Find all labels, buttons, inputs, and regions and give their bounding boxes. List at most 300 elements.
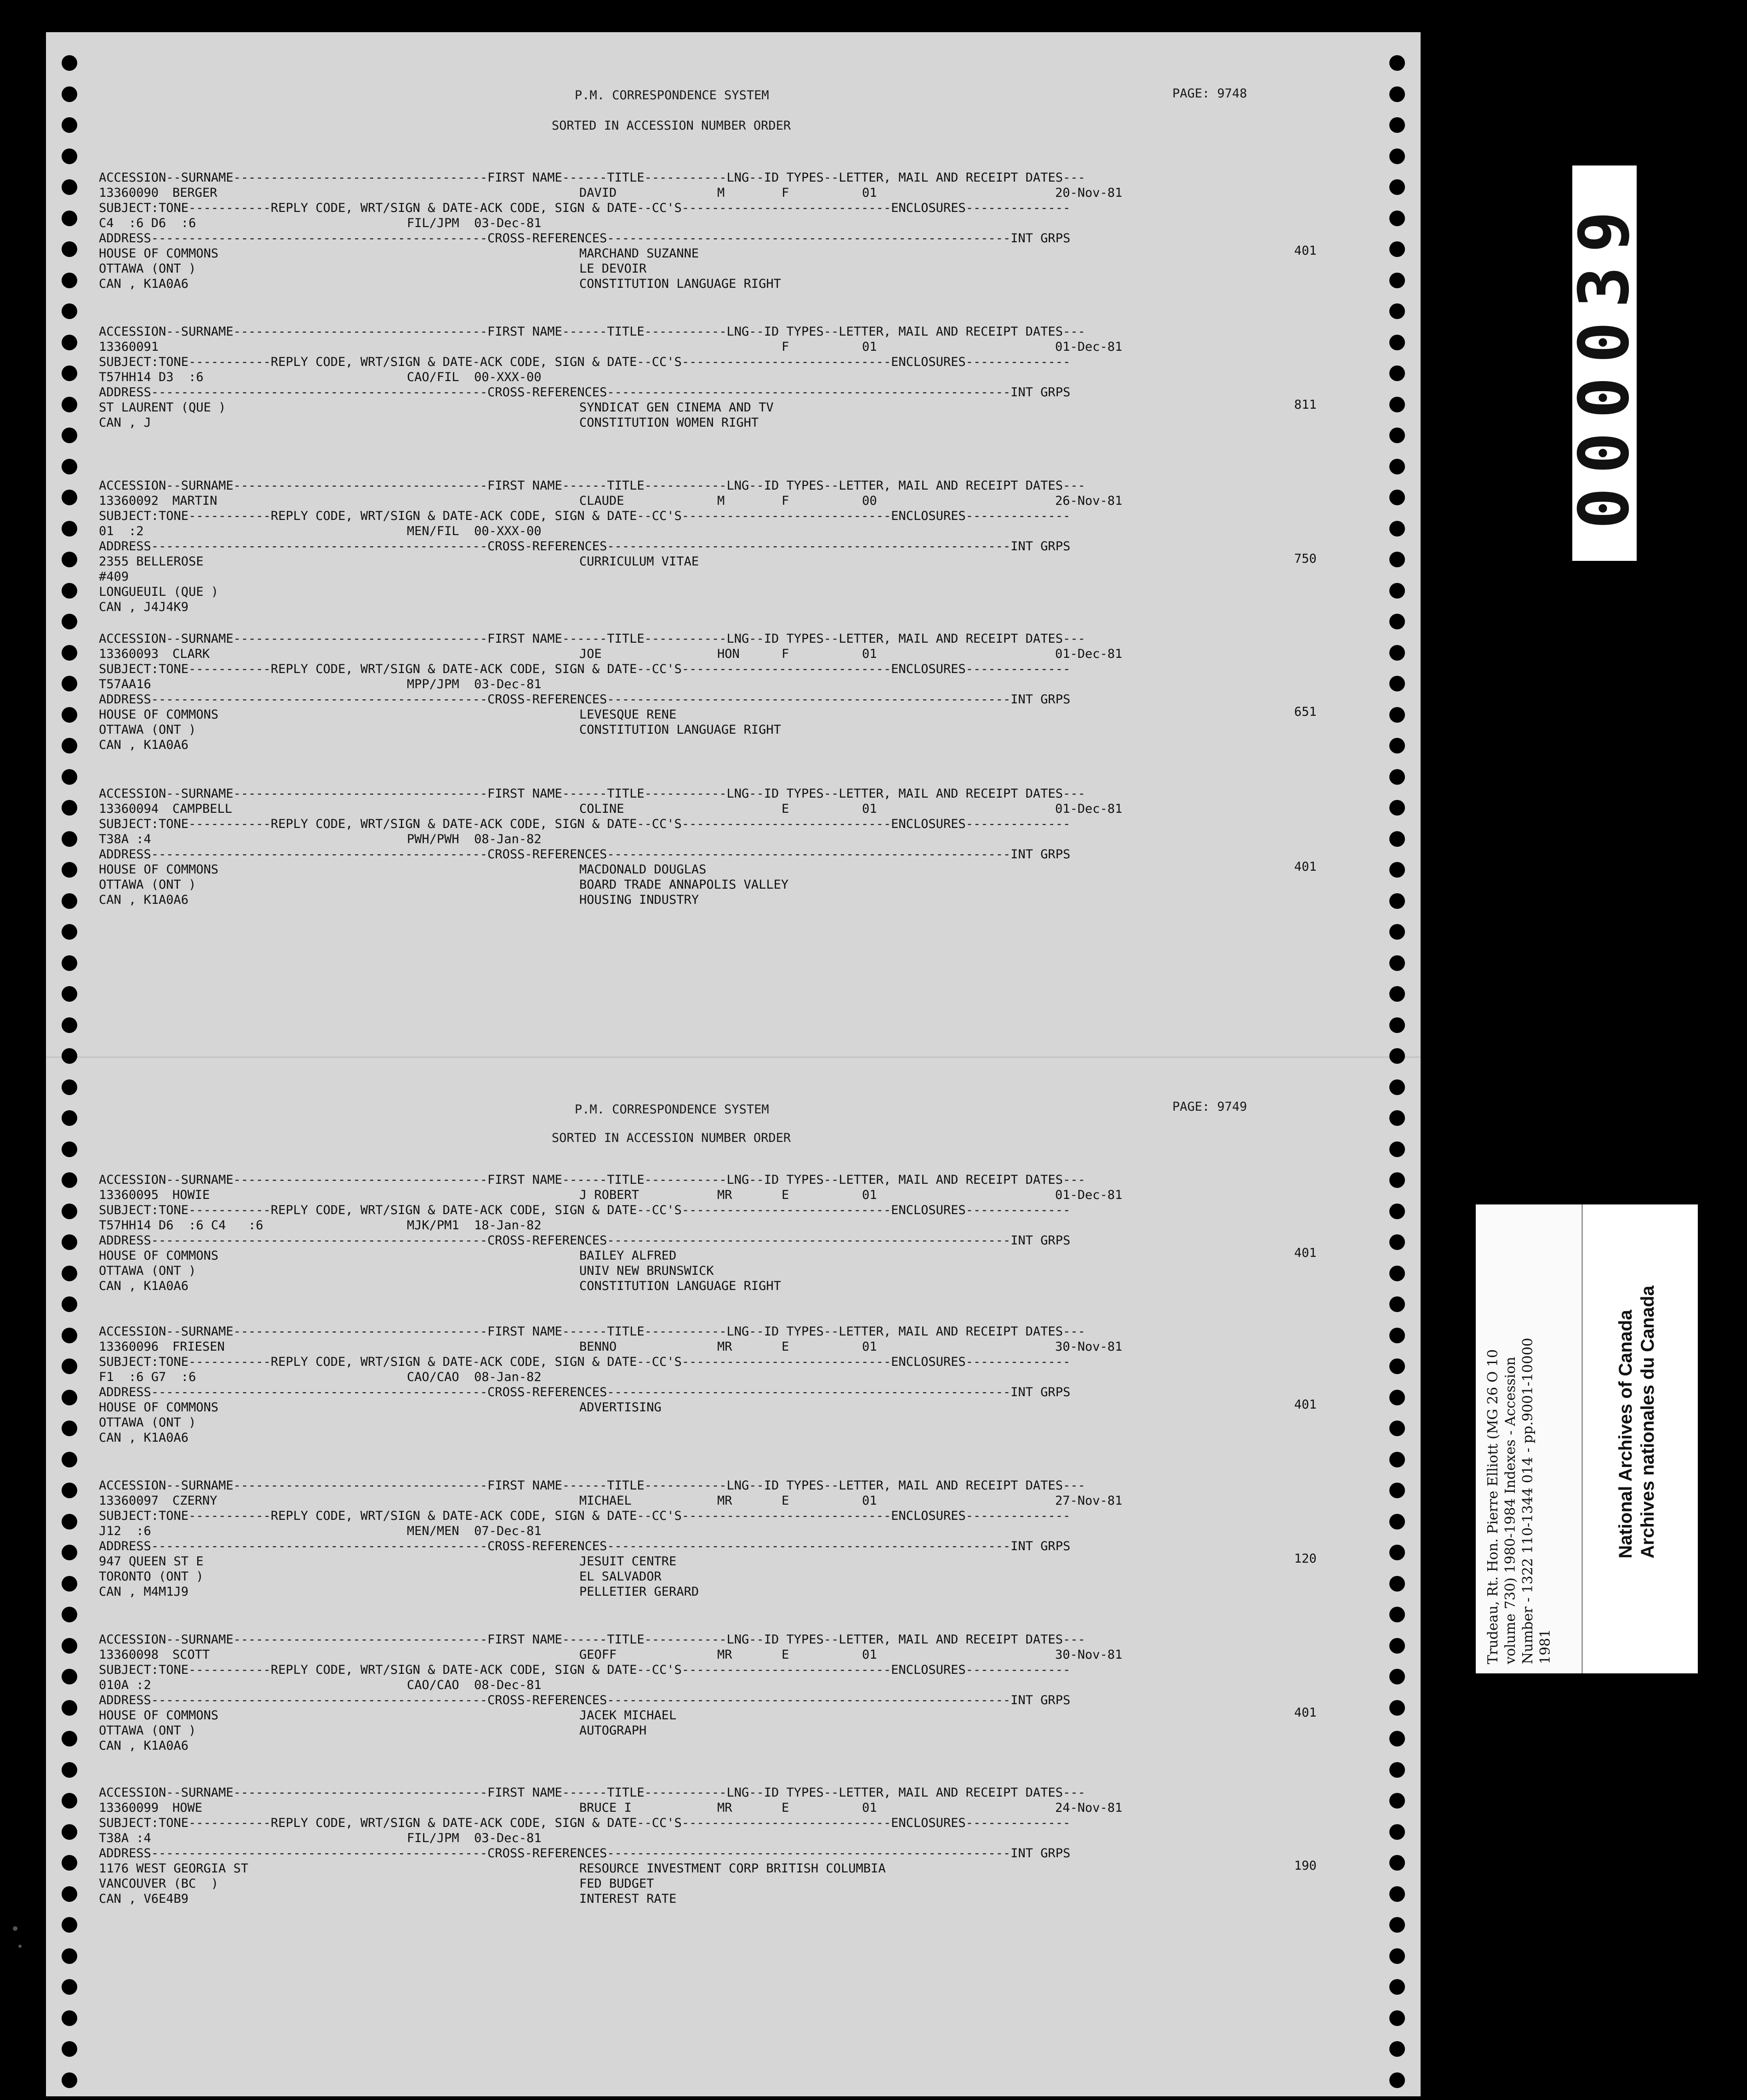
id-types: 01 xyxy=(862,1494,877,1508)
feed-hole xyxy=(62,738,77,753)
record-header-row-1: ACCESSION--SURNAME----------------------------------FIRST NAME------TITLE-----------LNG--ID TYPES--LETTER, MAIL AND RECEIPT DATES--- xyxy=(99,325,1085,339)
record-header-row-1: ACCESSION--SURNAME----------------------------------FIRST NAME------TITLE-----------LNG--ID TYPES--LETTER, MAIL AND RECEIPT DATES--- xyxy=(99,632,1085,646)
accession-number: 13360098 xyxy=(99,1648,159,1662)
feed-hole xyxy=(1389,1948,1405,1964)
feed-hole xyxy=(62,1948,77,1964)
feed-hole xyxy=(62,1204,77,1219)
cross-reference: JESUIT CENTRE xyxy=(579,1554,677,1569)
reply-code: MEN/FIL 00-XXX-00 xyxy=(407,524,542,538)
feed-hole xyxy=(1389,459,1405,474)
feed-hole xyxy=(1389,1576,1405,1592)
id-types: 01 xyxy=(862,186,877,200)
feed-hole xyxy=(62,583,77,599)
letter-date: 01-Dec-81 xyxy=(1055,647,1123,661)
surname: HOWE xyxy=(172,1801,203,1815)
record-header-row-2: SUBJECT:TONE-----------REPLY CODE, WRT/SIGN & DATE-ACK CODE, SIGN & DATE--CC'S----------------------------ENCLOSURES-------------- xyxy=(99,662,1071,676)
feed-hole xyxy=(62,924,77,940)
cross-reference: AUTOGRAPH xyxy=(579,1723,647,1738)
accession-number: 13360099 xyxy=(99,1801,159,1815)
page-number: PAGE: 9748 xyxy=(1172,86,1247,101)
cross-reference: HOUSING INDUSTRY xyxy=(579,893,699,907)
frame-number-stamp xyxy=(1564,165,1644,561)
feed-hole xyxy=(62,117,77,133)
address-line: TORONTO (ONT ) xyxy=(99,1569,204,1584)
language: F xyxy=(782,647,789,661)
address-line: 947 QUEEN ST E xyxy=(99,1554,204,1569)
feed-hole xyxy=(1389,1917,1405,1933)
record-header-row-1: ACCESSION--SURNAME----------------------------------FIRST NAME------TITLE-----------LNG--ID TYPES--LETTER, MAIL AND RECEIPT DATES--- xyxy=(99,1173,1085,1187)
cross-reference: BOARD TRADE ANNAPOLIS VALLEY xyxy=(579,878,789,892)
cross-reference: UNIV NEW BRUNSWICK xyxy=(579,1264,714,1278)
record-header-row-2: SUBJECT:TONE-----------REPLY CODE, WRT/SIGN & DATE-ACK CODE, SIGN & DATE--CC'S----------------------------ENCLOSURES-------------- xyxy=(99,1816,1071,1830)
address-line: OTTAWA (ONT ) xyxy=(99,262,196,276)
feed-hole xyxy=(1389,1979,1405,1995)
address-line: CAN , K1A0A6 xyxy=(99,893,189,907)
surname: BERGER xyxy=(172,186,217,200)
subject-tone: J12 :6 xyxy=(99,1524,151,1538)
feed-hole xyxy=(1389,1234,1405,1250)
feed-hole xyxy=(62,303,77,319)
surname: CAMPBELL xyxy=(172,802,233,816)
feed-hole xyxy=(62,1669,77,1684)
feed-hole xyxy=(1389,707,1405,723)
address-line: HOUSE OF COMMONS xyxy=(99,708,219,722)
record-header-row-2: SUBJECT:TONE-----------REPLY CODE, WRT/SIGN & DATE-ACK CODE, SIGN & DATE--CC'S----------------------------ENCLOSURES-------------- xyxy=(99,1355,1071,1369)
feed-hole xyxy=(1389,273,1405,288)
id-types: 01 xyxy=(862,647,877,661)
feed-hole xyxy=(1389,1824,1405,1840)
cross-reference: FED BUDGET xyxy=(579,1877,654,1891)
feed-hole xyxy=(62,55,77,71)
cross-reference: LEVESQUE RENE xyxy=(579,708,677,722)
address-line: HOUSE OF COMMONS xyxy=(99,1400,219,1415)
feed-hole xyxy=(1389,2072,1405,2088)
address-line: CAN , M4M1J9 xyxy=(99,1585,189,1599)
feed-hole xyxy=(62,1917,77,1933)
feed-hole xyxy=(62,800,77,816)
subject-tone: 01 :2 xyxy=(99,524,144,538)
address-line: HOUSE OF COMMONS xyxy=(99,1708,219,1723)
feed-hole xyxy=(62,2010,77,2026)
surname: SCOTT xyxy=(172,1648,210,1662)
record-header-row-2: SUBJECT:TONE-----------REPLY CODE, WRT/SIGN & DATE-ACK CODE, SIGN & DATE--CC'S----------------------------ENCLOSURES-------------- xyxy=(99,1203,1071,1217)
cross-reference: LE DEVOIR xyxy=(579,262,647,276)
cross-reference: BAILEY ALFRED xyxy=(579,1249,677,1263)
language: E xyxy=(782,1188,789,1202)
feed-hole xyxy=(62,707,77,723)
title: MR xyxy=(717,1801,732,1815)
feed-hole xyxy=(1389,552,1405,567)
feed-hole xyxy=(62,1296,77,1312)
reply-code: CAO/CAO 08-Dec-81 xyxy=(407,1678,542,1692)
reply-code: CAO/CAO 08-Jan-82 xyxy=(407,1370,542,1384)
record-header-row-3: ADDRESS---------------------------------------------CROSS-REFERENCES------------------------------------------------------INT GRPS xyxy=(99,1233,1071,1248)
feed-hole xyxy=(1389,1328,1405,1343)
first-name: JOE xyxy=(579,647,602,661)
reply-code: CAO/FIL 00-XXX-00 xyxy=(407,370,542,384)
feed-hole xyxy=(62,1607,77,1622)
feed-hole xyxy=(62,1731,77,1746)
collection-line-2: volume 730) 1980-1984 Indexes - Accession xyxy=(1502,1357,1519,1664)
feed-hole xyxy=(62,241,77,257)
feed-hole xyxy=(1389,1762,1405,1778)
int-grps: 811 xyxy=(1294,398,1317,412)
title: M xyxy=(717,186,725,200)
address-line: CAN , J xyxy=(99,416,151,430)
feed-hole xyxy=(1389,490,1405,505)
address-line: 1176 WEST GEORGIA ST xyxy=(99,1861,249,1876)
feed-hole xyxy=(62,335,77,350)
address-line: CAN , V6E4B9 xyxy=(99,1892,189,1906)
feed-hole xyxy=(62,1979,77,1995)
record-header-row-1: ACCESSION--SURNAME----------------------------------FIRST NAME------TITLE-----------LNG--ID TYPES--LETTER, MAIL AND RECEIPT DATES--- xyxy=(99,1324,1085,1339)
feed-hole xyxy=(62,1514,77,1529)
feed-hole xyxy=(1389,365,1405,381)
collection-info xyxy=(1476,1204,1581,1673)
feed-hole xyxy=(62,1638,77,1654)
page-number: PAGE: 9749 xyxy=(1172,1100,1247,1114)
feed-hole xyxy=(62,459,77,474)
feed-hole xyxy=(62,1141,77,1157)
feed-hole xyxy=(62,1358,77,1374)
feed-hole xyxy=(1389,1607,1405,1622)
letter-date: 30-Nov-81 xyxy=(1055,1340,1123,1354)
cross-reference: CONSTITUTION LANGUAGE RIGHT xyxy=(579,277,781,291)
language: E xyxy=(782,802,789,816)
system-title: P.M. CORRESPONDENCE SYSTEM xyxy=(575,88,769,103)
first-name: MICHAEL xyxy=(579,1494,632,1508)
feed-hole xyxy=(1389,1886,1405,1902)
feed-hole xyxy=(1389,86,1405,102)
int-grps: 401 xyxy=(1294,1246,1317,1260)
reply-code: FIL/JPM 03-Dec-81 xyxy=(407,216,542,230)
cross-reference: CURRICULUM VITAE xyxy=(579,554,699,569)
letter-date: 01-Dec-81 xyxy=(1055,340,1123,354)
feed-hole xyxy=(1389,1793,1405,1809)
archive-label xyxy=(1476,1204,1696,1673)
feed-hole xyxy=(62,769,77,785)
scan-speck xyxy=(18,1945,22,1948)
printout-sheet xyxy=(46,32,1421,2096)
int-grps: 651 xyxy=(1294,705,1317,719)
id-types: 01 xyxy=(862,1801,877,1815)
address-line: OTTAWA (ONT ) xyxy=(99,878,196,892)
feed-hole xyxy=(62,1824,77,1840)
id-types: 01 xyxy=(862,1648,877,1662)
feed-hole xyxy=(62,1172,77,1188)
first-name: BRUCE I xyxy=(579,1801,632,1815)
record-header-row-1: ACCESSION--SURNAME----------------------------------FIRST NAME------TITLE-----------LNG--ID TYPES--LETTER, MAIL AND RECEIPT DATES--- xyxy=(99,479,1085,493)
surname: CLARK xyxy=(172,647,210,661)
feed-hole xyxy=(1389,1514,1405,1529)
feed-hole xyxy=(1389,1358,1405,1374)
title: M xyxy=(717,494,725,508)
record-header-row-3: ADDRESS---------------------------------------------CROSS-REFERENCES------------------------------------------------------INT GRPS xyxy=(99,847,1071,862)
feed-hole xyxy=(62,831,77,847)
feed-hole xyxy=(1389,1204,1405,1219)
feed-hole xyxy=(1389,583,1405,599)
subject-tone: C4 :6 D6 :6 xyxy=(99,216,196,230)
feed-hole xyxy=(62,552,77,567)
feed-hole xyxy=(62,521,77,536)
feed-hole xyxy=(1389,1390,1405,1405)
int-grps: 120 xyxy=(1294,1552,1317,1566)
reply-code: FIL/JPM 03-Dec-81 xyxy=(407,1831,542,1845)
feed-hole xyxy=(1389,614,1405,629)
feed-hole xyxy=(62,1390,77,1405)
feed-hole xyxy=(62,1545,77,1560)
record-header-row-2: SUBJECT:TONE-----------REPLY CODE, WRT/SIGN & DATE-ACK CODE, SIGN & DATE--CC'S----------------------------ENCLOSURES-------------- xyxy=(99,355,1071,369)
page-perforation xyxy=(46,1056,1421,1058)
int-grps: 190 xyxy=(1294,1859,1317,1873)
feed-hole xyxy=(62,1762,77,1778)
institution-fr: Archives nationales du Canada xyxy=(1638,1285,1658,1558)
feed-hole xyxy=(1389,1266,1405,1281)
subject-tone: T57AA16 xyxy=(99,677,151,691)
letter-date: 26-Nov-81 xyxy=(1055,494,1123,508)
feed-hole xyxy=(62,1048,77,1064)
feed-hole xyxy=(62,397,77,412)
subject-tone: T57HH14 D6 :6 C4 :6 xyxy=(99,1218,263,1233)
feed-hole xyxy=(62,645,77,661)
record-header-row-1: ACCESSION--SURNAME----------------------------------FIRST NAME------TITLE-----------LNG--ID TYPES--LETTER, MAIL AND RECEIPT DATES--- xyxy=(99,171,1085,185)
feed-hole xyxy=(62,211,77,226)
feed-hole xyxy=(1389,117,1405,133)
feed-hole xyxy=(62,1452,77,1467)
feed-hole xyxy=(1389,1731,1405,1746)
feed-hole xyxy=(62,1234,77,1250)
address-line: OTTAWA (ONT ) xyxy=(99,723,196,737)
feed-hole xyxy=(1389,769,1405,785)
address-line: CAN , K1A0A6 xyxy=(99,1739,189,1753)
surname: MARTIN xyxy=(172,494,217,508)
record-header-row-1: ACCESSION--SURNAME----------------------------------FIRST NAME------TITLE-----------LNG--ID TYPES--LETTER, MAIL AND RECEIPT DATES--- xyxy=(99,1632,1085,1647)
feed-hole xyxy=(1389,1483,1405,1498)
feed-hole xyxy=(62,676,77,691)
feed-hole xyxy=(1389,738,1405,753)
collection-line-4: 1981 xyxy=(1537,1629,1553,1664)
title: MR xyxy=(717,1494,732,1508)
system-title: P.M. CORRESPONDENCE SYSTEM xyxy=(575,1102,769,1117)
first-name: GEOFF xyxy=(579,1648,617,1662)
first-name: BENNO xyxy=(579,1340,617,1354)
feed-hole xyxy=(1389,955,1405,971)
feed-hole xyxy=(1389,241,1405,257)
reply-code: MJK/PM1 18-Jan-82 xyxy=(407,1218,542,1233)
title: MR xyxy=(717,1648,732,1662)
feed-hole xyxy=(1389,2041,1405,2057)
address-line: OTTAWA (ONT ) xyxy=(99,1264,196,1278)
int-grps: 750 xyxy=(1294,552,1317,566)
feed-hole xyxy=(62,1886,77,1902)
feed-hole xyxy=(62,148,77,164)
id-types: 00 xyxy=(862,494,877,508)
title: MR xyxy=(717,1188,732,1202)
feed-hole xyxy=(62,614,77,629)
reply-code: MEN/MEN 07-Dec-81 xyxy=(407,1524,542,1538)
address-line: 2355 BELLEROSE xyxy=(99,554,204,569)
record-header-row-2: SUBJECT:TONE-----------REPLY CODE, WRT/SIGN & DATE-ACK CODE, SIGN & DATE--CC'S----------------------------ENCLOSURES-------------- xyxy=(99,1663,1071,1677)
institution-name xyxy=(1581,1204,1698,1673)
surname: CZERNY xyxy=(172,1494,217,1508)
record-header-row-3: ADDRESS---------------------------------------------CROSS-REFERENCES------------------------------------------------------INT GRPS xyxy=(99,539,1071,554)
feed-hole xyxy=(62,986,77,1002)
feed-hole xyxy=(62,365,77,381)
int-grps: 401 xyxy=(1294,1398,1317,1412)
reply-code: PWH/PWH 08-Jan-82 xyxy=(407,832,542,846)
feed-hole xyxy=(1389,428,1405,443)
feed-hole xyxy=(62,1266,77,1281)
feed-hole xyxy=(62,862,77,878)
reply-code: MPP/JPM 03-Dec-81 xyxy=(407,677,542,691)
feed-hole xyxy=(1389,1669,1405,1684)
feed-hole xyxy=(62,1079,77,1095)
feed-hole xyxy=(1389,1048,1405,1064)
record-header-row-1: ACCESSION--SURNAME----------------------------------FIRST NAME------TITLE-----------LNG--ID TYPES--LETTER, MAIL AND RECEIPT DATES--- xyxy=(99,787,1085,801)
letter-date: 20-Nov-81 xyxy=(1055,186,1123,200)
address-line: CAN , K1A0A6 xyxy=(99,1279,189,1293)
language: F xyxy=(782,340,789,354)
language: E xyxy=(782,1340,789,1354)
record-header-row-2: SUBJECT:TONE-----------REPLY CODE, WRT/SIGN & DATE-ACK CODE, SIGN & DATE--CC'S----------------------------ENCLOSURES-------------- xyxy=(99,509,1071,523)
sort-order: SORTED IN ACCESSION NUMBER ORDER xyxy=(552,119,791,133)
feed-hole xyxy=(1389,1638,1405,1654)
cross-reference: EL SALVADOR xyxy=(579,1569,662,1584)
record-header-row-3: ADDRESS---------------------------------------------CROSS-REFERENCES------------------------------------------------------INT GRPS xyxy=(99,231,1071,245)
address-line: CAN , K1A0A6 xyxy=(99,738,189,752)
record-header-row-2: SUBJECT:TONE-----------REPLY CODE, WRT/SIGN & DATE-ACK CODE, SIGN & DATE--CC'S----------------------------ENCLOSURES-------------- xyxy=(99,1509,1071,1523)
subject-tone: T38A :4 xyxy=(99,832,151,846)
record-header-row-2: SUBJECT:TONE-----------REPLY CODE, WRT/SIGN & DATE-ACK CODE, SIGN & DATE--CC'S----------------------------ENCLOSURES-------------- xyxy=(99,201,1071,215)
feed-hole xyxy=(1389,397,1405,412)
feed-hole xyxy=(62,1700,77,1716)
int-grps: 401 xyxy=(1294,1706,1317,1720)
record-header-row-3: ADDRESS---------------------------------------------CROSS-REFERENCES------------------------------------------------------INT GRPS xyxy=(99,692,1071,707)
address-line: HOUSE OF COMMONS xyxy=(99,246,219,261)
feed-hole xyxy=(1389,924,1405,940)
feed-hole xyxy=(62,1328,77,1343)
address-line: CAN , J4J4K9 xyxy=(99,600,189,614)
feed-hole xyxy=(1389,862,1405,878)
feed-hole xyxy=(1389,645,1405,661)
record-header-row-2: SUBJECT:TONE-----------REPLY CODE, WRT/SIGN & DATE-ACK CODE, SIGN & DATE--CC'S----------------------------ENCLOSURES-------------- xyxy=(99,817,1071,831)
feed-hole xyxy=(62,86,77,102)
collection-line-3: Number - 1322 110-1344 014 - pp.9001-10000 xyxy=(1520,1337,1536,1664)
record-header-row-3: ADDRESS---------------------------------------------CROSS-REFERENCES------------------------------------------------------INT GRPS xyxy=(99,1693,1071,1707)
id-types: 01 xyxy=(862,340,877,354)
feed-hole xyxy=(1389,1421,1405,1436)
feed-hole xyxy=(1389,831,1405,847)
first-name: J ROBERT xyxy=(579,1188,639,1202)
feed-hole xyxy=(62,1110,77,1126)
frame-number: 000039 xyxy=(1564,197,1644,529)
language: E xyxy=(782,1801,789,1815)
feed-hole xyxy=(1389,303,1405,319)
feed-hole xyxy=(62,2072,77,2088)
scan-speck xyxy=(13,1926,17,1931)
accession-number: 13360097 xyxy=(99,1494,159,1508)
accession-number: 13360094 xyxy=(99,802,159,816)
institution-en: National Archives of Canada xyxy=(1616,1310,1636,1558)
feed-hole xyxy=(62,2041,77,2057)
cross-reference: MARCHAND SUZANNE xyxy=(579,246,699,261)
feed-hole xyxy=(1389,986,1405,1002)
feed-hole xyxy=(1389,1545,1405,1560)
letter-date: 24-Nov-81 xyxy=(1055,1801,1123,1815)
cross-reference: JACEK MICHAEL xyxy=(579,1708,677,1723)
letter-date: 27-Nov-81 xyxy=(1055,1494,1123,1508)
letter-date: 30-Nov-81 xyxy=(1055,1648,1123,1662)
address-line: #409 xyxy=(99,570,129,584)
id-types: 01 xyxy=(862,1188,877,1202)
feed-hole xyxy=(1389,1452,1405,1467)
language: E xyxy=(782,1648,789,1662)
record-header-row-1: ACCESSION--SURNAME----------------------------------FIRST NAME------TITLE-----------LNG--ID TYPES--LETTER, MAIL AND RECEIPT DATES--- xyxy=(99,1786,1085,1800)
feed-hole xyxy=(1389,1110,1405,1126)
language: E xyxy=(782,1494,789,1508)
subject-tone: T57HH14 D3 :6 xyxy=(99,370,204,384)
feed-hole xyxy=(1389,1141,1405,1157)
accession-number: 13360091 xyxy=(99,340,159,354)
feed-hole xyxy=(1389,1296,1405,1312)
record-header-row-3: ADDRESS---------------------------------------------CROSS-REFERENCES------------------------------------------------------INT GRPS xyxy=(99,385,1071,399)
first-name: DAVID xyxy=(579,186,617,200)
subject-tone: 010A :2 xyxy=(99,1678,151,1692)
id-types: 01 xyxy=(862,1340,877,1354)
cross-reference: CONSTITUTION LANGUAGE RIGHT xyxy=(579,723,781,737)
address-line: HOUSE OF COMMONS xyxy=(99,862,219,877)
address-line: VANCOUVER (BC ) xyxy=(99,1877,219,1891)
record-header-row-1: ACCESSION--SURNAME----------------------------------FIRST NAME------TITLE-----------LNG--ID TYPES--LETTER, MAIL AND RECEIPT DATES--- xyxy=(99,1478,1085,1493)
accession-number: 13360096 xyxy=(99,1340,159,1354)
cross-reference: CONSTITUTION WOMEN RIGHT xyxy=(579,416,759,430)
address-line: LONGUEUIL (QUE ) xyxy=(99,585,219,599)
address-line: CAN , K1A0A6 xyxy=(99,1431,189,1445)
subject-tone: T38A :4 xyxy=(99,1831,151,1845)
language: F xyxy=(782,494,789,508)
feed-hole xyxy=(62,1017,77,1033)
feed-hole xyxy=(62,1421,77,1436)
address-line: OTTAWA (ONT ) xyxy=(99,1723,196,1738)
feed-hole xyxy=(1389,179,1405,195)
feed-hole xyxy=(1389,521,1405,536)
cross-reference: MACDONALD DOUGLAS xyxy=(579,862,707,877)
feed-hole xyxy=(1389,2010,1405,2026)
feed-hole xyxy=(62,428,77,443)
feed-hole xyxy=(1389,1855,1405,1871)
accession-number: 13360093 xyxy=(99,647,159,661)
accession-number: 13360090 xyxy=(99,186,159,200)
feed-hole xyxy=(1389,55,1405,71)
record-header-row-3: ADDRESS---------------------------------------------CROSS-REFERENCES------------------------------------------------------INT GRPS xyxy=(99,1539,1071,1553)
cross-reference: SYNDICAT GEN CINEMA AND TV xyxy=(579,400,774,415)
record-header-row-3: ADDRESS---------------------------------------------CROSS-REFERENCES------------------------------------------------------INT GRPS xyxy=(99,1385,1071,1399)
cross-reference: PELLETIER GERARD xyxy=(579,1585,699,1599)
letter-date: 01-Dec-81 xyxy=(1055,1188,1123,1202)
address-line: OTTAWA (ONT ) xyxy=(99,1415,196,1430)
feed-hole xyxy=(1389,893,1405,909)
feed-hole xyxy=(62,490,77,505)
title: MR xyxy=(717,1340,732,1354)
feed-hole xyxy=(1389,1079,1405,1095)
feed-hole xyxy=(62,955,77,971)
letter-date: 01-Dec-81 xyxy=(1055,802,1123,816)
feed-hole xyxy=(62,893,77,909)
int-grps: 401 xyxy=(1294,860,1317,874)
feed-hole xyxy=(62,273,77,288)
collection-line-1: Trudeau, Rt. Hon. Pierre Elliott (MG 26 O 10 xyxy=(1485,1349,1501,1664)
address-line: ST LAURENT (QUE ) xyxy=(99,400,226,415)
